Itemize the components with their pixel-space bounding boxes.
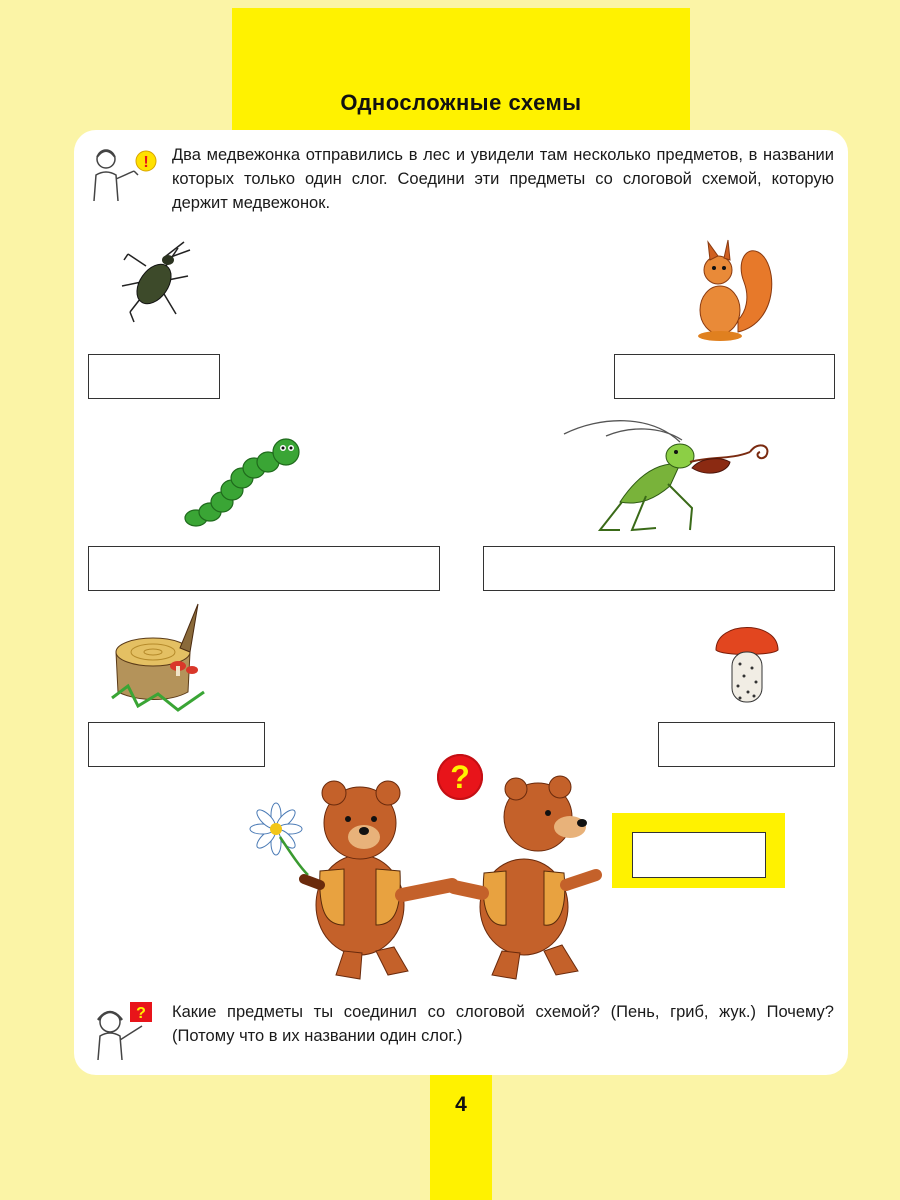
answer-box-squirrel[interactable] <box>614 354 835 399</box>
answer-box-beetle[interactable] <box>88 354 220 399</box>
title-strip <box>232 8 690 138</box>
answer-box-mushroom[interactable] <box>658 722 835 767</box>
page-number: 4 <box>455 1093 467 1116</box>
question-badge-icon: ? <box>437 754 483 800</box>
question-text: Какие предметы ты соединил со слоговой схемой? (Пень, гриб, жук.) Почему? (Потому что в их названии один слог.) <box>172 1003 834 1045</box>
svg-text:?: ? <box>136 1005 146 1022</box>
two-bears-icon <box>248 775 604 985</box>
page-title: Односложные схемы <box>340 90 582 115</box>
syllable-scheme-box[interactable] <box>632 832 766 878</box>
squirrel-icon <box>688 232 780 344</box>
teacher-question-icon <box>90 1000 160 1062</box>
beetle-icon <box>116 236 196 326</box>
task-text: Два медвежонка отправились в лес и увидели там несколько предметов, в названии которых только один слог. Соедини эти предметы со слоговой схемой, которую держит медвежонок. <box>172 146 834 212</box>
mushroom-icon <box>712 612 782 706</box>
caterpillar-icon <box>180 430 306 530</box>
answer-box-grasshopper[interactable] <box>483 546 835 591</box>
answer-box-caterpillar[interactable] <box>88 546 440 591</box>
stump-icon <box>108 602 214 714</box>
grasshopper-violin-icon <box>560 412 776 536</box>
teacher-exclamation-icon <box>86 145 164 203</box>
svg-text:!: ! <box>143 154 149 171</box>
answer-box-stump[interactable] <box>88 722 265 767</box>
